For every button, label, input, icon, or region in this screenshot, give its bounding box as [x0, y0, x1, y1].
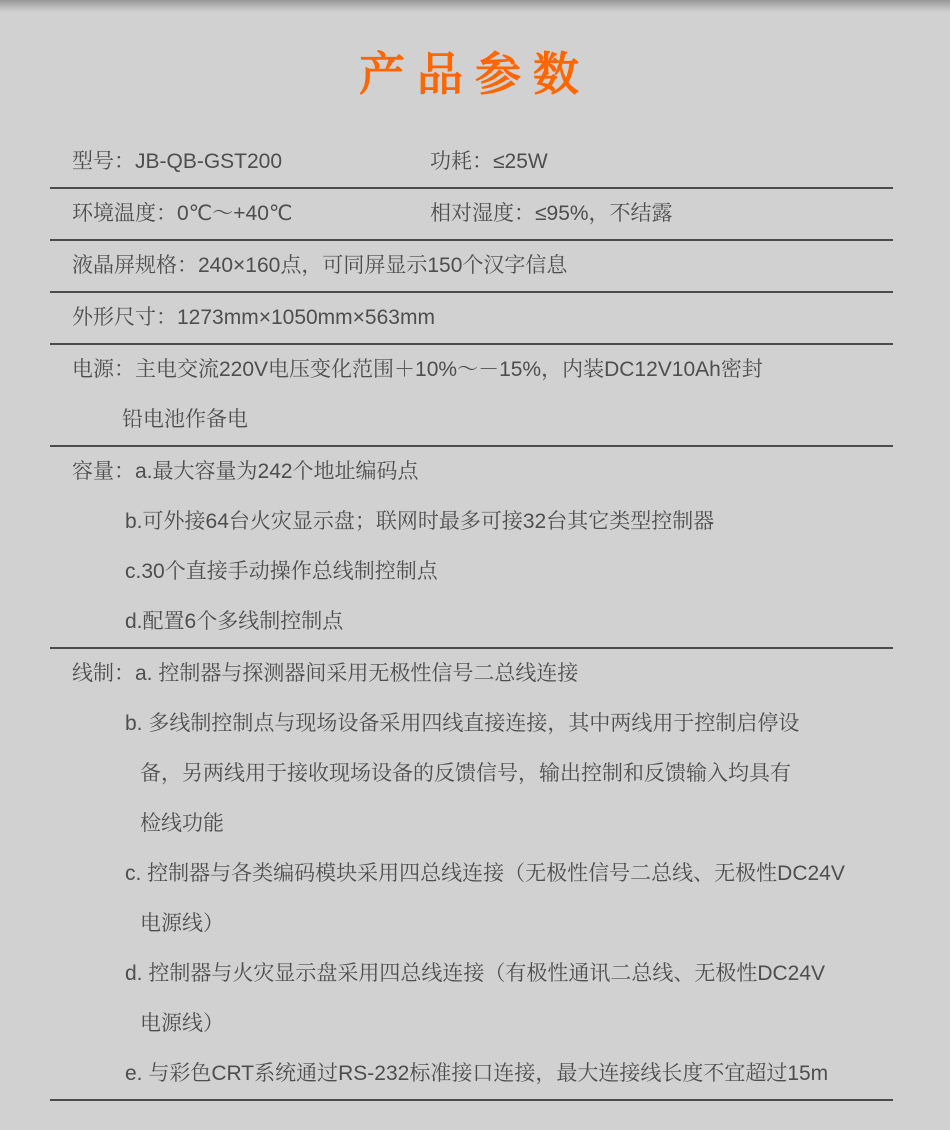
wiring-item-d: d. 控制器与火灾显示盘采用四总线连接（有极性通讯二总线、无极性DC24V	[125, 962, 826, 985]
divider	[50, 1099, 893, 1101]
spec-relative-humidity: 相对湿度：≤95%，不结露	[430, 202, 673, 225]
spec-row-capacity	[0, 447, 950, 647]
spec-row-temp-humidity	[0, 189, 950, 239]
capacity-label: 容量：	[72, 460, 135, 483]
top-shadow	[0, 0, 950, 12]
spec-ambient-temperature: 环境温度：0℃～+40℃	[72, 202, 293, 225]
capacity-line-a	[0, 447, 950, 497]
wiring-item-b-wrap-1: 备，另两线用于接收现场设备的反馈信号，输出控制和反馈输入均具有	[140, 762, 791, 785]
wiring-item-b-wrap-2: 检线功能	[140, 812, 224, 835]
power-supply-text: 主电交流220V电压变化范围＋10%～－15%，内装DC12V10Ah密封	[135, 358, 763, 381]
spec-model: 型号：JB-QB-GST200	[72, 150, 283, 173]
wiring-item-c: c. 控制器与各类编码模块采用四总线连接（无极性信号二总线、无极性DC24V	[125, 862, 845, 885]
spec-row-dimensions	[0, 293, 950, 343]
wiring-line-a	[0, 649, 950, 699]
spec-dimensions: 外形尺寸：1273mm×1050mm×563mm	[72, 306, 435, 329]
spec-lcd-size: 液晶屏规格：240×160点，可同屏显示150个汉字信息	[72, 254, 568, 277]
spec-row-model-power	[0, 137, 950, 187]
capacity-item-d: d.配置6个多线制控制点	[125, 610, 344, 633]
spec-row-power-supply	[0, 345, 950, 445]
spec-row-lcd	[0, 241, 950, 291]
wiring-item-e: e. 与彩色CRT系统通过RS-232标准接口连接，最大连接线长度不宜超过15m	[125, 1062, 829, 1085]
capacity-item-c: c.30个直接手动操作总线制控制点	[125, 560, 438, 583]
capacity-item-b: b.可外接64台火灾显示盘；联网时最多可接32台其它类型控制器	[125, 510, 715, 533]
power-supply-line-1	[0, 345, 950, 395]
page-title: 产品参数	[359, 48, 591, 100]
wiring-item-a: a. 控制器与探测器间采用无极性信号二总线连接	[135, 662, 579, 685]
wiring-item-c-wrap: 电源线）	[140, 912, 224, 935]
power-supply-label: 电源：	[72, 358, 135, 381]
wiring-item-b: b. 多线制控制点与现场设备采用四线直接连接，其中两线用于控制启停设	[125, 712, 800, 735]
spec-power-consumption: 功耗：≤25W	[430, 150, 548, 173]
wiring-label: 线制：	[72, 662, 135, 685]
spec-table	[0, 137, 950, 1101]
power-supply-line-2: 铅电池作备电	[122, 408, 248, 431]
wiring-item-d-wrap: 电源线）	[140, 1012, 224, 1035]
capacity-item-a: a.最大容量为242个地址编码点	[135, 460, 419, 483]
spec-row-wiring	[0, 649, 950, 1099]
